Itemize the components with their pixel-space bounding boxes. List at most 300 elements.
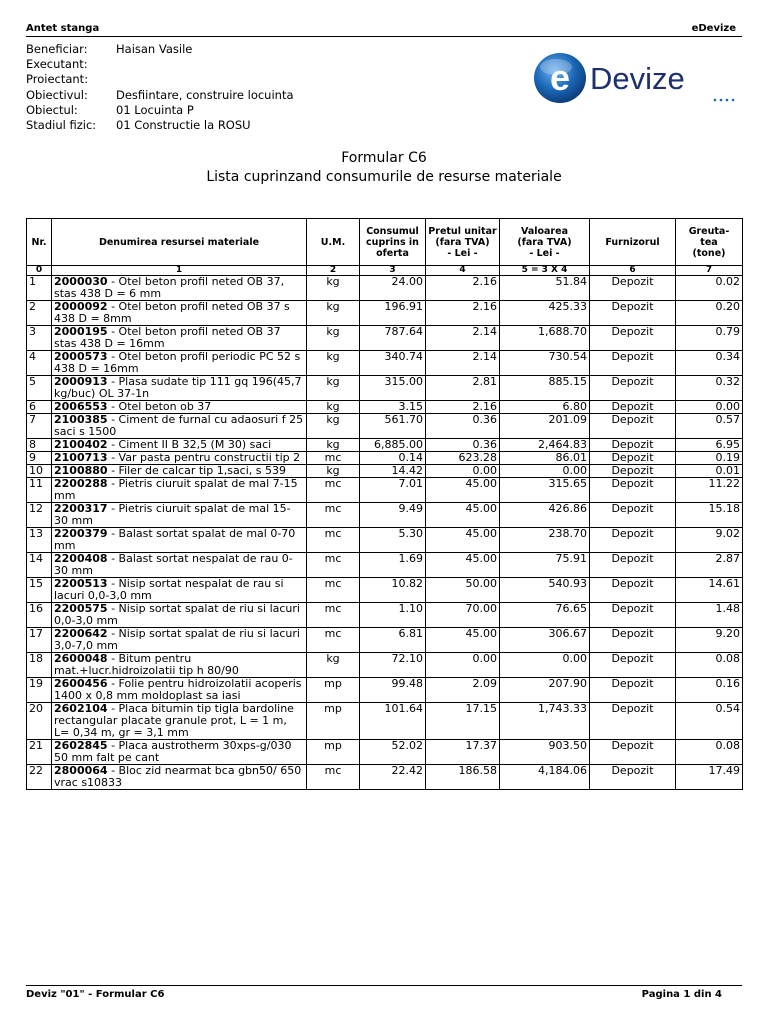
weight: 0.01 bbox=[676, 465, 743, 478]
column-header-line: - Lei - bbox=[447, 247, 478, 259]
weight: 0.20 bbox=[676, 301, 743, 326]
supplier: Depozit bbox=[590, 740, 676, 765]
quantity: 99.48 bbox=[360, 678, 426, 703]
info-label: Obiectivul: bbox=[26, 87, 88, 102]
info-value: 01 Locuinta P bbox=[116, 102, 194, 117]
material-name: - Pietris ciuruit spalat de mal 15-30 mm bbox=[54, 502, 291, 527]
quantity: 9.49 bbox=[360, 503, 426, 528]
material-code: 2200379 bbox=[54, 527, 108, 540]
total-value: 51.84 bbox=[500, 276, 590, 301]
weight: 0.54 bbox=[676, 703, 743, 740]
unit-of-measure: mc bbox=[307, 628, 360, 653]
material-code: 2000913 bbox=[54, 375, 108, 388]
table-row bbox=[27, 414, 743, 439]
row-number: 12 bbox=[27, 503, 52, 528]
info-row-stadiul bbox=[26, 118, 294, 133]
row-number: 18 bbox=[27, 653, 52, 678]
column-header-line: cuprins in bbox=[366, 236, 419, 248]
info-row-beneficiar bbox=[26, 42, 294, 57]
total-value: 885.15 bbox=[500, 376, 590, 401]
total-value: 2,464.83 bbox=[500, 439, 590, 452]
unit-of-measure: mc bbox=[307, 765, 360, 790]
unit-price: 0.36 bbox=[426, 414, 500, 439]
unit-of-measure: kg bbox=[307, 414, 360, 439]
row-number: 3 bbox=[27, 326, 52, 351]
weight: 0.57 bbox=[676, 414, 743, 439]
info-value: 01 Constructie la ROSU bbox=[116, 117, 251, 132]
material-description bbox=[52, 301, 307, 326]
material-code: 2200513 bbox=[54, 577, 108, 590]
table-row bbox=[27, 653, 743, 678]
row-number: 21 bbox=[27, 740, 52, 765]
unit-price: 45.00 bbox=[426, 553, 500, 578]
total-value: 425.33 bbox=[500, 301, 590, 326]
quantity: 1.69 bbox=[360, 553, 426, 578]
quantity: 72.10 bbox=[360, 653, 426, 678]
material-description bbox=[52, 740, 307, 765]
weight: 0.19 bbox=[676, 452, 743, 465]
column-header bbox=[500, 219, 590, 266]
material-name: - Bloc zid nearmat bca gbn50/ 650 vrac s10833 bbox=[54, 764, 302, 789]
unit-of-measure: kg bbox=[307, 401, 360, 414]
row-number: 13 bbox=[27, 528, 52, 553]
material-name: - Nisip sortat nespalat de rau si lacuri 0,0-3,0 mm bbox=[54, 577, 284, 602]
total-value: 903.50 bbox=[500, 740, 590, 765]
row-number: 9 bbox=[27, 452, 52, 465]
weight: 0.08 bbox=[676, 653, 743, 678]
supplier: Depozit bbox=[590, 678, 676, 703]
weight: 17.49 bbox=[676, 765, 743, 790]
material-description bbox=[52, 452, 307, 465]
unit-price: 2.14 bbox=[426, 326, 500, 351]
column-header bbox=[27, 219, 52, 266]
supplier: Depozit bbox=[590, 351, 676, 376]
unit-of-measure: kg bbox=[307, 376, 360, 401]
column-header bbox=[307, 219, 360, 266]
weight: 0.16 bbox=[676, 678, 743, 703]
supplier: Depozit bbox=[590, 414, 676, 439]
weight: 9.02 bbox=[676, 528, 743, 553]
total-value: 0.00 bbox=[500, 465, 590, 478]
unit-of-measure: kg bbox=[307, 653, 360, 678]
unit-price: 2.16 bbox=[426, 401, 500, 414]
weight: 0.32 bbox=[676, 376, 743, 401]
weight: 0.02 bbox=[676, 276, 743, 301]
unit-price: 45.00 bbox=[426, 503, 500, 528]
total-value: 4,184.06 bbox=[500, 765, 590, 790]
total-value: 75.91 bbox=[500, 553, 590, 578]
quantity: 315.00 bbox=[360, 376, 426, 401]
logo-word: Devize bbox=[590, 61, 685, 96]
info-label: Proiectant: bbox=[26, 72, 89, 87]
unit-of-measure: mc bbox=[307, 478, 360, 503]
column-header bbox=[52, 219, 307, 266]
total-value: 1,688.70 bbox=[500, 326, 590, 351]
material-name: - Nisip sortat spalat de riu si lacuri 0,0-3,0 mm bbox=[54, 602, 300, 627]
total-value: 201.09 bbox=[500, 414, 590, 439]
info-row-obiectul bbox=[26, 103, 294, 118]
supplier: Depozit bbox=[590, 653, 676, 678]
material-code: 2000030 bbox=[54, 275, 108, 288]
form-title: Formular C6 bbox=[341, 150, 427, 166]
info-label: Obiectul: bbox=[26, 102, 78, 117]
row-number: 20 bbox=[27, 703, 52, 740]
table-row bbox=[27, 740, 743, 765]
unit-of-measure: kg bbox=[307, 465, 360, 478]
row-number: 7 bbox=[27, 414, 52, 439]
row-number: 17 bbox=[27, 628, 52, 653]
material-code: 2100880 bbox=[54, 464, 108, 477]
row-number: 6 bbox=[27, 401, 52, 414]
material-name: - Placa austrotherm 30xps-g/030 50 mm falt pe cant bbox=[54, 739, 292, 764]
column-header-line: U.M. bbox=[320, 236, 346, 248]
quantity: 0.14 bbox=[360, 452, 426, 465]
material-description bbox=[52, 478, 307, 503]
supplier: Depozit bbox=[590, 578, 676, 603]
table-row bbox=[27, 503, 743, 528]
column-index: 7 bbox=[676, 266, 743, 276]
material-description bbox=[52, 653, 307, 678]
table-index-row bbox=[27, 266, 743, 276]
quantity: 24.00 bbox=[360, 276, 426, 301]
unit-of-measure: mc bbox=[307, 503, 360, 528]
total-value: 315.65 bbox=[500, 478, 590, 503]
unit-price: 45.00 bbox=[426, 478, 500, 503]
material-code: 2200642 bbox=[54, 627, 108, 640]
column-header bbox=[426, 219, 500, 266]
unit-of-measure: mc bbox=[307, 603, 360, 628]
unit-price: 45.00 bbox=[426, 628, 500, 653]
supplier: Depozit bbox=[590, 401, 676, 414]
column-header-line: oferta bbox=[376, 247, 409, 259]
supplier: Depozit bbox=[590, 603, 676, 628]
info-row-proiectant bbox=[26, 72, 294, 87]
form-subtitle: Lista cuprinzand consumurile de resurse materiale bbox=[206, 169, 562, 185]
header-right-label: eDevize bbox=[691, 23, 736, 34]
quantity: 1.10 bbox=[360, 603, 426, 628]
weight: 6.95 bbox=[676, 439, 743, 452]
supplier: Depozit bbox=[590, 528, 676, 553]
total-value: 730.54 bbox=[500, 351, 590, 376]
logo-e-letter: e bbox=[549, 57, 571, 98]
quantity: 340.74 bbox=[360, 351, 426, 376]
column-index: 1 bbox=[52, 266, 307, 276]
page-indicator: Pagina 1 din 4 bbox=[641, 989, 722, 1000]
column-header-line: Denumirea resursei materiale bbox=[98, 236, 260, 248]
table-row bbox=[27, 465, 743, 478]
weight: 1.48 bbox=[676, 603, 743, 628]
material-code: 2100713 bbox=[54, 451, 108, 464]
column-header-line: (fara TVA) bbox=[435, 236, 490, 248]
column-header-line: tea bbox=[700, 236, 718, 248]
info-label: Stadiul fizic: bbox=[26, 117, 97, 132]
unit-price: 0.00 bbox=[426, 653, 500, 678]
supplier: Depozit bbox=[590, 439, 676, 452]
material-name: - Filer de calcar tip 1,saci, s 539 bbox=[107, 464, 287, 477]
material-code: 2100402 bbox=[54, 438, 108, 451]
material-description bbox=[52, 401, 307, 414]
table-row bbox=[27, 628, 743, 653]
quantity: 6.81 bbox=[360, 628, 426, 653]
supplier: Depozit bbox=[590, 503, 676, 528]
material-description bbox=[52, 528, 307, 553]
column-header-line: - Lei - bbox=[529, 247, 560, 259]
unit-price: 623.28 bbox=[426, 452, 500, 465]
total-value: 0.00 bbox=[500, 653, 590, 678]
table-row bbox=[27, 276, 743, 301]
table-row bbox=[27, 678, 743, 703]
supplier: Depozit bbox=[590, 276, 676, 301]
footer-left-label: Deviz "01" - Formular C6 bbox=[26, 989, 165, 1000]
material-name: - Nisip sortat spalat de riu si lacuri 3,0-7,0 mm bbox=[54, 627, 300, 652]
supplier: Depozit bbox=[590, 628, 676, 653]
unit-price: 50.00 bbox=[426, 578, 500, 603]
supplier: Depozit bbox=[590, 452, 676, 465]
material-name: - Bitum pentru mat.+lucr.hidroizolatii tip h 80/90 bbox=[54, 652, 239, 677]
table-row bbox=[27, 351, 743, 376]
quantity: 14.42 bbox=[360, 465, 426, 478]
material-name: - Balast sortat nespalat de rau 0-30 mm bbox=[54, 552, 293, 577]
material-code: 2600456 bbox=[54, 677, 108, 690]
footer-divider bbox=[26, 985, 742, 986]
weight: 0.79 bbox=[676, 326, 743, 351]
material-name: - Otel beton ob 37 bbox=[107, 400, 212, 413]
column-index: 0 bbox=[27, 266, 52, 276]
material-code: 2100385 bbox=[54, 413, 108, 426]
unit-of-measure: mp bbox=[307, 740, 360, 765]
table-row bbox=[27, 326, 743, 351]
material-code: 2000092 bbox=[54, 300, 108, 313]
table-row bbox=[27, 578, 743, 603]
material-name: - Pietris ciuruit spalat de mal 7-15 mm bbox=[54, 477, 298, 502]
total-value: 306.67 bbox=[500, 628, 590, 653]
total-value: 207.90 bbox=[500, 678, 590, 703]
material-code: 2602104 bbox=[54, 702, 108, 715]
quantity: 7.01 bbox=[360, 478, 426, 503]
unit-price: 2.09 bbox=[426, 678, 500, 703]
total-value: 426.86 bbox=[500, 503, 590, 528]
column-index: 6 bbox=[590, 266, 676, 276]
materials-table bbox=[26, 218, 743, 790]
table-row bbox=[27, 301, 743, 326]
material-description bbox=[52, 765, 307, 790]
unit-price: 2.81 bbox=[426, 376, 500, 401]
unit-of-measure: mp bbox=[307, 703, 360, 740]
unit-of-measure: kg bbox=[307, 351, 360, 376]
weight: 0.34 bbox=[676, 351, 743, 376]
material-description bbox=[52, 503, 307, 528]
unit-of-measure: mc bbox=[307, 528, 360, 553]
material-code: 2000573 bbox=[54, 350, 108, 363]
material-description bbox=[52, 326, 307, 351]
unit-of-measure: mc bbox=[307, 578, 360, 603]
material-name: - Plasa sudate tip 111 gq 196(45,7 kg/buc) OL 37-1n bbox=[54, 375, 302, 400]
unit-of-measure: kg bbox=[307, 276, 360, 301]
weight: 0.00 bbox=[676, 401, 743, 414]
material-code: 2006553 bbox=[54, 400, 108, 413]
material-name: - Ciment II B 32,5 (M 30) saci bbox=[107, 438, 272, 451]
weight: 11.22 bbox=[676, 478, 743, 503]
column-index: 2 bbox=[307, 266, 360, 276]
unit-of-measure: kg bbox=[307, 439, 360, 452]
material-description bbox=[52, 376, 307, 401]
material-name: - Placa bitumin tip tigla bardoline rectangular placate granule prot, L = 1 m, L= 0,34 m, gr = 3,1 mm bbox=[54, 702, 294, 739]
column-header-line: Nr. bbox=[31, 236, 47, 248]
row-number: 8 bbox=[27, 439, 52, 452]
weight: 15.18 bbox=[676, 503, 743, 528]
column-index: 4 bbox=[426, 266, 500, 276]
column-header-line: Consumul bbox=[366, 225, 419, 237]
supplier: Depozit bbox=[590, 478, 676, 503]
info-label: Beneficiar: bbox=[26, 42, 88, 56]
row-number: 5 bbox=[27, 376, 52, 401]
table-row bbox=[27, 703, 743, 740]
material-code: 2600048 bbox=[54, 652, 108, 665]
info-value: Desfiintare, construire locuinta bbox=[116, 87, 294, 102]
material-description bbox=[52, 603, 307, 628]
table-row bbox=[27, 376, 743, 401]
column-header-line: Greuta- bbox=[688, 225, 730, 237]
unit-of-measure: mc bbox=[307, 452, 360, 465]
total-value: 540.93 bbox=[500, 578, 590, 603]
quantity: 101.64 bbox=[360, 703, 426, 740]
column-header bbox=[590, 219, 676, 266]
material-description bbox=[52, 351, 307, 376]
quantity: 5.30 bbox=[360, 528, 426, 553]
unit-of-measure: kg bbox=[307, 301, 360, 326]
material-name: - Ciment de furnal cu adaosuri f 25 saci s 1500 bbox=[54, 413, 304, 438]
row-number: 19 bbox=[27, 678, 52, 703]
total-value: 86.01 bbox=[500, 452, 590, 465]
header-divider bbox=[26, 36, 742, 37]
unit-price: 2.14 bbox=[426, 351, 500, 376]
row-number: 22 bbox=[27, 765, 52, 790]
unit-of-measure: kg bbox=[307, 326, 360, 351]
column-header-line: Furnizorul bbox=[605, 236, 660, 248]
material-name: - Folie pentru hidroizolatii acoperis 1400 x 0,8 mm moldoplast sa iasi bbox=[54, 677, 302, 702]
unit-price: 2.16 bbox=[426, 276, 500, 301]
material-description bbox=[52, 276, 307, 301]
column-header-line: Valoarea bbox=[521, 225, 568, 237]
quantity: 561.70 bbox=[360, 414, 426, 439]
table-row bbox=[27, 528, 743, 553]
material-code: 2200317 bbox=[54, 502, 108, 515]
edevize-logo bbox=[532, 52, 742, 108]
unit-price: 45.00 bbox=[426, 528, 500, 553]
material-description bbox=[52, 553, 307, 578]
supplier: Depozit bbox=[590, 553, 676, 578]
material-code: 2800064 bbox=[54, 764, 108, 777]
supplier: Depozit bbox=[590, 376, 676, 401]
quantity: 196.91 bbox=[360, 301, 426, 326]
unit-price: 17.37 bbox=[426, 740, 500, 765]
material-code: 2000195 bbox=[54, 325, 108, 338]
material-name: - Otel beton profil neted OB 37, stas 438 D = 6 mm bbox=[54, 275, 285, 300]
supplier: Depozit bbox=[590, 301, 676, 326]
total-value: 238.70 bbox=[500, 528, 590, 553]
material-description bbox=[52, 628, 307, 653]
project-info bbox=[26, 42, 294, 133]
column-header bbox=[676, 219, 743, 266]
column-index: 3 bbox=[360, 266, 426, 276]
unit-of-measure: mp bbox=[307, 678, 360, 703]
row-number: 4 bbox=[27, 351, 52, 376]
row-number: 10 bbox=[27, 465, 52, 478]
info-row-obiectivul bbox=[26, 88, 294, 103]
material-name: - Otel beton profil periodic PC 52 s 438 D = 16mm bbox=[54, 350, 301, 375]
unit-price: 0.36 bbox=[426, 439, 500, 452]
quantity: 10.82 bbox=[360, 578, 426, 603]
row-number: 16 bbox=[27, 603, 52, 628]
column-header-line: Pretul unitar bbox=[428, 225, 497, 237]
info-value: Haisan Vasile bbox=[116, 42, 193, 56]
material-description bbox=[52, 678, 307, 703]
info-row-executant bbox=[26, 57, 294, 72]
table-row bbox=[27, 401, 743, 414]
material-code: 2200575 bbox=[54, 602, 108, 615]
quantity: 3.15 bbox=[360, 401, 426, 414]
table-row bbox=[27, 452, 743, 465]
unit-price: 70.00 bbox=[426, 603, 500, 628]
table-header-row bbox=[27, 219, 743, 266]
material-description bbox=[52, 703, 307, 740]
table-row bbox=[27, 478, 743, 503]
weight: 14.61 bbox=[676, 578, 743, 603]
material-description bbox=[52, 465, 307, 478]
unit-of-measure: mc bbox=[307, 553, 360, 578]
unit-price: 186.58 bbox=[426, 765, 500, 790]
material-name: - Otel beton profil neted OB 37 s 438 D = 8mm bbox=[54, 300, 290, 325]
column-header bbox=[360, 219, 426, 266]
supplier: Depozit bbox=[590, 765, 676, 790]
quantity: 6,885.00 bbox=[360, 439, 426, 452]
supplier: Depozit bbox=[590, 465, 676, 478]
column-header-line: (fara TVA) bbox=[517, 236, 572, 248]
material-name: - Var pasta pentru constructii tip 2 bbox=[107, 451, 301, 464]
material-code: 2200408 bbox=[54, 552, 108, 565]
weight: 2.87 bbox=[676, 553, 743, 578]
unit-price: 17.15 bbox=[426, 703, 500, 740]
table-row bbox=[27, 765, 743, 790]
quantity: 22.42 bbox=[360, 765, 426, 790]
supplier: Depozit bbox=[590, 326, 676, 351]
material-description bbox=[52, 414, 307, 439]
material-name: - Otel beton profil neted OB 37 stas 438 D = 16mm bbox=[54, 325, 281, 350]
row-number: 15 bbox=[27, 578, 52, 603]
row-number: 11 bbox=[27, 478, 52, 503]
header-left-label: Antet stanga bbox=[26, 23, 100, 34]
weight: 9.20 bbox=[676, 628, 743, 653]
supplier: Depozit bbox=[590, 703, 676, 740]
table-row bbox=[27, 553, 743, 578]
table-row bbox=[27, 439, 743, 452]
material-code: 2200288 bbox=[54, 477, 108, 490]
material-code: 2602845 bbox=[54, 739, 108, 752]
row-number: 14 bbox=[27, 553, 52, 578]
weight: 0.08 bbox=[676, 740, 743, 765]
total-value: 1,743.33 bbox=[500, 703, 590, 740]
total-value: 76.65 bbox=[500, 603, 590, 628]
material-description bbox=[52, 439, 307, 452]
column-index: 5 = 3 X 4 bbox=[500, 266, 590, 276]
quantity: 52.02 bbox=[360, 740, 426, 765]
material-name: - Balast sortat spalat de mal 0-70 mm bbox=[54, 527, 296, 552]
row-number: 2 bbox=[27, 301, 52, 326]
table-row bbox=[27, 603, 743, 628]
material-description bbox=[52, 578, 307, 603]
row-number: 1 bbox=[27, 276, 52, 301]
quantity: 787.64 bbox=[360, 326, 426, 351]
